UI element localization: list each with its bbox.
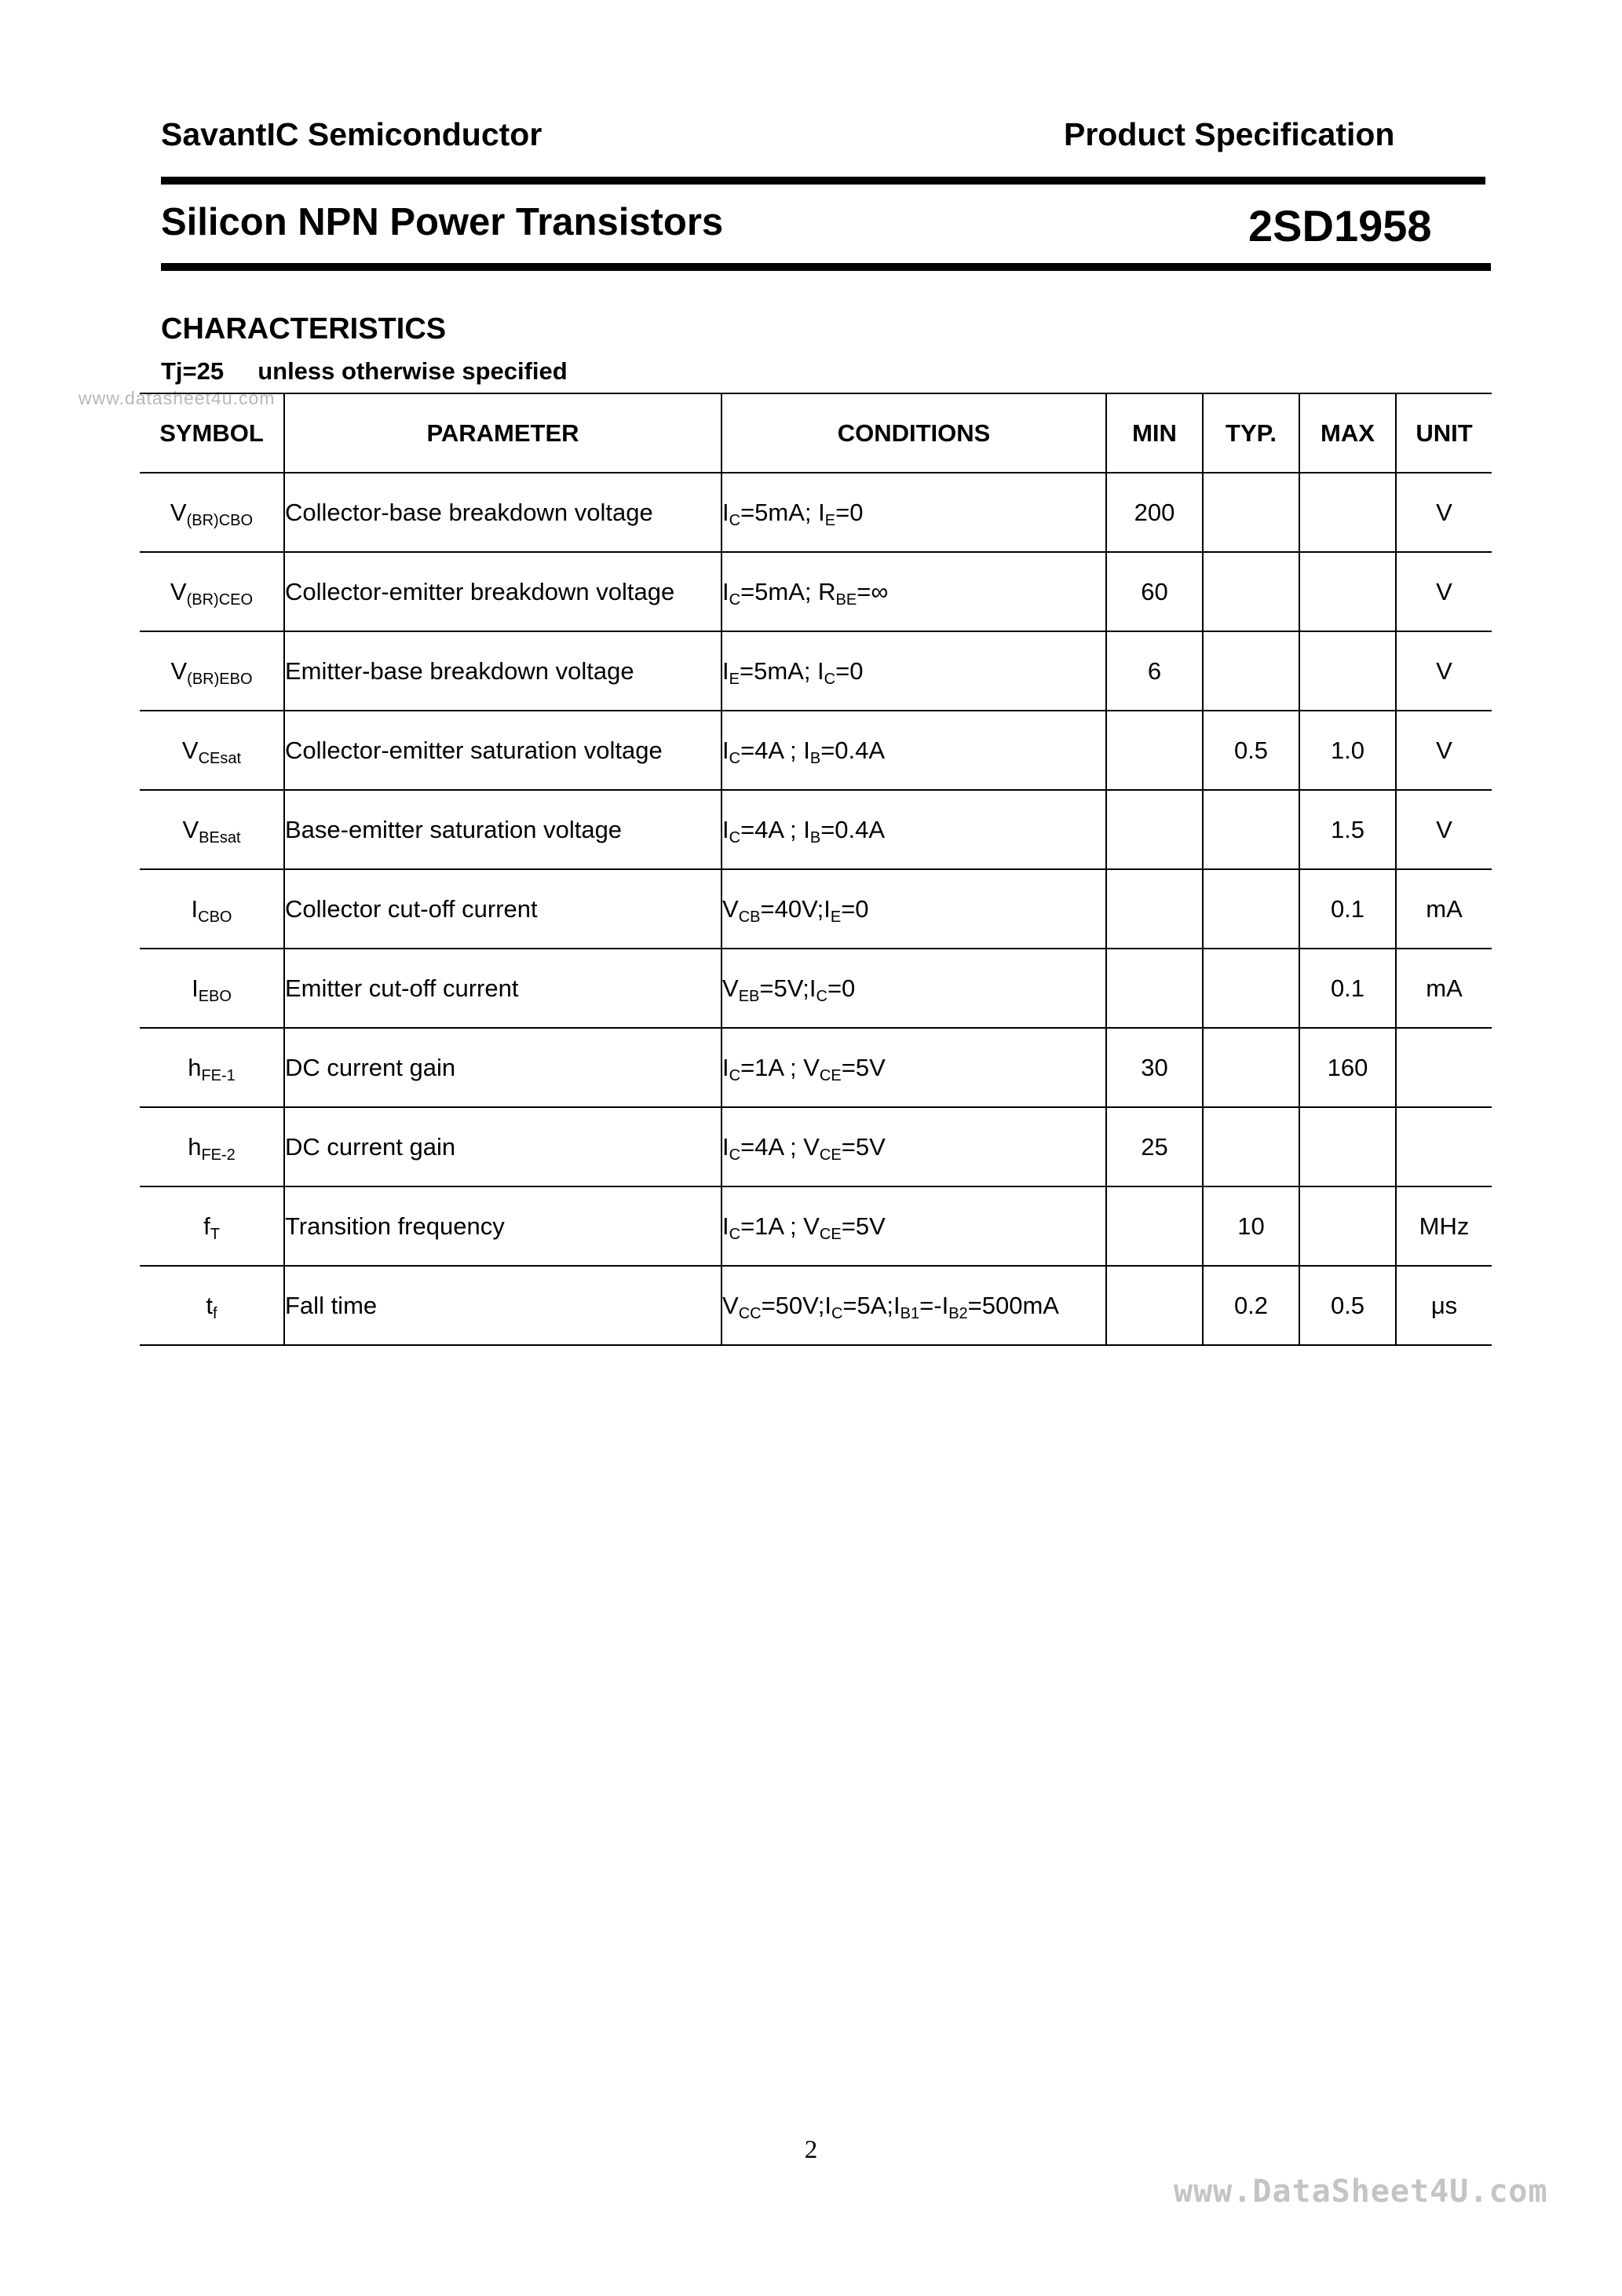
table-row [140, 473, 1492, 552]
unit-cell: V [1396, 552, 1492, 631]
condition-subscript: BE [835, 590, 857, 609]
condition-subscript: E [830, 908, 842, 926]
parameter-cell: DC current gain [284, 1028, 721, 1107]
part-number: 2SD1958 [1248, 201, 1432, 250]
unit-cell: mA [1396, 869, 1492, 949]
symbol-subscript: T [210, 1225, 220, 1243]
symbol-main: h [188, 1132, 202, 1161]
min-cell: 6 [1106, 631, 1203, 711]
symbol-cell [140, 949, 284, 1028]
condition-value: =0 [841, 894, 869, 923]
col-header-unit: UNIT [1396, 393, 1492, 473]
min-cell [1106, 711, 1203, 790]
condition-value: =40V; [760, 894, 824, 923]
parameter-cell: Base-emitter saturation voltage [284, 790, 721, 869]
symbol-main: f [203, 1212, 210, 1240]
condition-subscript: B [809, 828, 821, 846]
watermark-top: www.datasheet4u.com [79, 388, 276, 408]
table-row [140, 869, 1492, 949]
condition-value: =0.4A [820, 736, 886, 764]
typ-cell [1203, 1028, 1299, 1107]
condition-subscript: C [824, 670, 836, 688]
condition-var: I [824, 1291, 831, 1319]
col-header-conditions: CONDITIONS [721, 393, 1106, 473]
condition-value: =50V; [761, 1291, 825, 1319]
max-cell: 0.5 [1299, 1266, 1396, 1345]
condition-var: I [722, 1053, 729, 1081]
symbol-cell [140, 1266, 284, 1345]
condition-var: R [818, 577, 836, 605]
parameter-cell: Emitter-base breakdown voltage [284, 631, 721, 711]
conditions-cell [721, 949, 1106, 1028]
symbol-cell [140, 1028, 284, 1107]
symbol-subscript: f [213, 1304, 217, 1322]
symbol-cell [140, 552, 284, 631]
conditions-cell [721, 1266, 1106, 1345]
max-cell: 1.0 [1299, 711, 1396, 790]
symbol-subscript: BEsat [199, 828, 241, 846]
max-cell [1299, 552, 1396, 631]
condition-value: =5mA; [740, 498, 819, 526]
condition-subscript: B1 [900, 1304, 920, 1322]
typ-cell [1203, 790, 1299, 869]
symbol-subscript: (BR)CEO [186, 590, 254, 609]
condition-subscript: CE [819, 1225, 842, 1243]
table-row [140, 552, 1492, 631]
condition-value: =1A ; [740, 1053, 804, 1081]
condition-value: =1A ; [740, 1212, 804, 1240]
parameter-cell: Collector-emitter saturation voltage [284, 711, 721, 790]
condition-value: =- [919, 1291, 942, 1319]
condition-value: =0 [835, 498, 864, 526]
table-row [140, 1028, 1492, 1107]
condition-value: =5V [841, 1132, 886, 1161]
max-cell: 0.1 [1299, 949, 1396, 1028]
symbol-subscript: CEsat [198, 749, 242, 767]
symbol-cell [140, 473, 284, 552]
table-header-row [140, 393, 1492, 473]
condition-value: =0 [835, 656, 864, 685]
condition-subscript: CE [819, 1146, 842, 1164]
condition-subscript: E [824, 511, 836, 529]
typ-cell: 10 [1203, 1186, 1299, 1266]
condition-value: =0 [827, 974, 856, 1002]
symbol-main: V [181, 736, 199, 764]
min-cell [1106, 1266, 1203, 1345]
max-cell: 160 [1299, 1028, 1396, 1107]
max-cell [1299, 1186, 1396, 1266]
unit-cell: mA [1396, 949, 1492, 1028]
condition-var: V [803, 1132, 820, 1161]
condition-subscript: B [809, 749, 821, 767]
condition-value: =5mA; [740, 577, 819, 605]
symbol-cell [140, 631, 284, 711]
condition-var: I [818, 498, 825, 526]
parameter-cell: Collector-base breakdown voltage [284, 473, 721, 552]
parameter-cell: Emitter cut-off current [284, 949, 721, 1028]
conditions-cell [721, 552, 1106, 631]
conditions-cell [721, 1107, 1106, 1186]
table-row [140, 1107, 1492, 1186]
unit-cell: V [1396, 711, 1492, 790]
condition-subscript: CB [738, 908, 761, 926]
condition-value: =5A; [842, 1291, 894, 1319]
typ-cell: 0.5 [1203, 711, 1299, 790]
typ-cell [1203, 1107, 1299, 1186]
conditions-cell [721, 631, 1106, 711]
unit-cell: V [1396, 473, 1492, 552]
condition-var: I [809, 974, 816, 1002]
table-row [140, 790, 1492, 869]
document-title: Silicon NPN Power Transistors [161, 201, 724, 243]
symbol-subscript: FE-2 [201, 1146, 236, 1164]
condition-subscript: C [729, 511, 741, 529]
table-row [140, 711, 1492, 790]
min-cell: 60 [1106, 552, 1203, 631]
condition-var: I [722, 815, 729, 843]
symbol-subscript: CBO [198, 908, 232, 926]
symbol-main: t [206, 1291, 214, 1319]
max-cell [1299, 1107, 1396, 1186]
condition-var: V [803, 1053, 820, 1081]
min-cell: 200 [1106, 473, 1203, 552]
typ-cell [1203, 949, 1299, 1028]
parameter-cell: Fall time [284, 1266, 721, 1345]
conditions-cell [721, 790, 1106, 869]
symbol-main: V [170, 498, 187, 526]
parameter-cell: Transition frequency [284, 1186, 721, 1266]
condition-value: =4A ; [740, 815, 804, 843]
condition-var: I [803, 736, 810, 764]
condition-var: I [817, 656, 824, 685]
symbol-main: I [191, 894, 199, 923]
unit-cell [1396, 1107, 1492, 1186]
section-heading: CHARACTERISTICS [161, 313, 447, 345]
condition-value: =5mA; [739, 656, 818, 685]
min-cell [1106, 949, 1203, 1028]
col-header-symbol: SYMBOL [140, 393, 284, 473]
min-cell [1106, 1186, 1203, 1266]
unit-cell: V [1396, 631, 1492, 711]
max-cell [1299, 473, 1396, 552]
condition-subscript: E [729, 670, 740, 688]
condition-value: =0.4A [820, 815, 886, 843]
condition-var: I [722, 1212, 729, 1240]
conditions-cell [721, 473, 1106, 552]
table-body [140, 473, 1492, 1345]
symbol-subscript: EBO [198, 987, 232, 1005]
parameter-cell: Collector cut-off current [284, 869, 721, 949]
conditions-cell [721, 869, 1106, 949]
typ-cell [1203, 631, 1299, 711]
symbol-main: V [170, 577, 187, 605]
condition-subscript: C [729, 828, 741, 846]
max-cell: 0.1 [1299, 869, 1396, 949]
condition-subscript: C [729, 1225, 741, 1243]
col-header-min: MIN [1106, 393, 1203, 473]
condition-subscript: EB [738, 987, 760, 1005]
symbol-cell [140, 790, 284, 869]
symbol-main: h [188, 1053, 202, 1081]
min-cell: 25 [1106, 1107, 1203, 1186]
parameter-cell: Collector-emitter breakdown voltage [284, 552, 721, 631]
condition-value: =5V [841, 1212, 886, 1240]
max-cell [1299, 631, 1396, 711]
symbol-subscript: FE-1 [201, 1066, 236, 1084]
condition-var: V [803, 1212, 820, 1240]
typ-cell: 0.2 [1203, 1266, 1299, 1345]
condition-var: I [722, 656, 729, 685]
condition-subscript: B2 [948, 1304, 968, 1322]
condition-value: =∞ [857, 577, 889, 605]
condition-var: V [722, 1291, 739, 1319]
table-row [140, 949, 1492, 1028]
condition-subscript: C [816, 987, 827, 1005]
typ-cell [1203, 473, 1299, 552]
col-header-typ: TYP. [1203, 393, 1299, 473]
condition-value: =5V [841, 1053, 886, 1081]
condition-subscript: C [729, 590, 741, 609]
condition-subscript: C [831, 1304, 843, 1322]
condition-var: I [893, 1291, 901, 1319]
symbol-subscript: (BR)EBO [187, 670, 253, 688]
condition-var: I [722, 577, 729, 605]
table-row [140, 1186, 1492, 1266]
condition-var: I [941, 1291, 949, 1319]
condition-var: I [803, 815, 810, 843]
col-header-parameter: PARAMETER [284, 393, 721, 473]
unit-cell [1396, 1028, 1492, 1107]
condition-subscript: C [729, 1066, 741, 1084]
conditions-cell [721, 1186, 1106, 1266]
symbol-main: I [192, 974, 199, 1002]
header-rule-top [161, 177, 1485, 185]
typ-cell [1203, 869, 1299, 949]
symbol-main: V [170, 656, 188, 685]
test-conditions-note: Tj=25 unless otherwise specified [161, 357, 568, 385]
table-row [140, 1266, 1492, 1345]
symbol-cell [140, 1186, 284, 1266]
parameter-cell: DC current gain [284, 1107, 721, 1186]
symbol-cell [140, 869, 284, 949]
condition-subscript: CC [738, 1304, 762, 1322]
table-row [140, 631, 1492, 711]
company-name: SavantIC Semiconductor [161, 116, 542, 152]
condition-var: I [722, 1132, 729, 1161]
conditions-cell [721, 1028, 1106, 1107]
unit-cell: V [1396, 790, 1492, 869]
condition-var: V [722, 894, 739, 923]
condition-var: I [722, 736, 729, 764]
characteristics-table [140, 393, 1492, 1346]
symbol-cell [140, 711, 284, 790]
watermark-bottom: www.DataSheet4U.com [1174, 2174, 1548, 2210]
col-header-max: MAX [1299, 393, 1396, 473]
symbol-subscript: (BR)CBO [186, 511, 254, 529]
min-cell [1106, 790, 1203, 869]
condition-value: =5V; [759, 974, 809, 1002]
header-rule-bottom [161, 263, 1491, 271]
min-cell: 30 [1106, 1028, 1203, 1107]
document-type: Product Specification [1064, 116, 1395, 152]
min-cell [1106, 869, 1203, 949]
condition-value: =4A ; [740, 736, 804, 764]
condition-var: V [722, 974, 739, 1002]
unit-cell: MHz [1396, 1186, 1492, 1266]
condition-subscript: CE [819, 1066, 842, 1084]
condition-var: I [824, 894, 831, 923]
condition-subscript: C [729, 1146, 741, 1164]
page-number: 2 [804, 2136, 818, 2164]
symbol-cell [140, 1107, 284, 1186]
typ-cell [1203, 552, 1299, 631]
symbol-main: V [182, 815, 199, 843]
condition-value: =4A ; [740, 1132, 804, 1161]
condition-var: I [722, 498, 729, 526]
condition-value: =500mA [967, 1291, 1059, 1319]
condition-subscript: C [729, 749, 741, 767]
conditions-cell [721, 711, 1106, 790]
max-cell: 1.5 [1299, 790, 1396, 869]
unit-cell: μs [1396, 1266, 1492, 1345]
